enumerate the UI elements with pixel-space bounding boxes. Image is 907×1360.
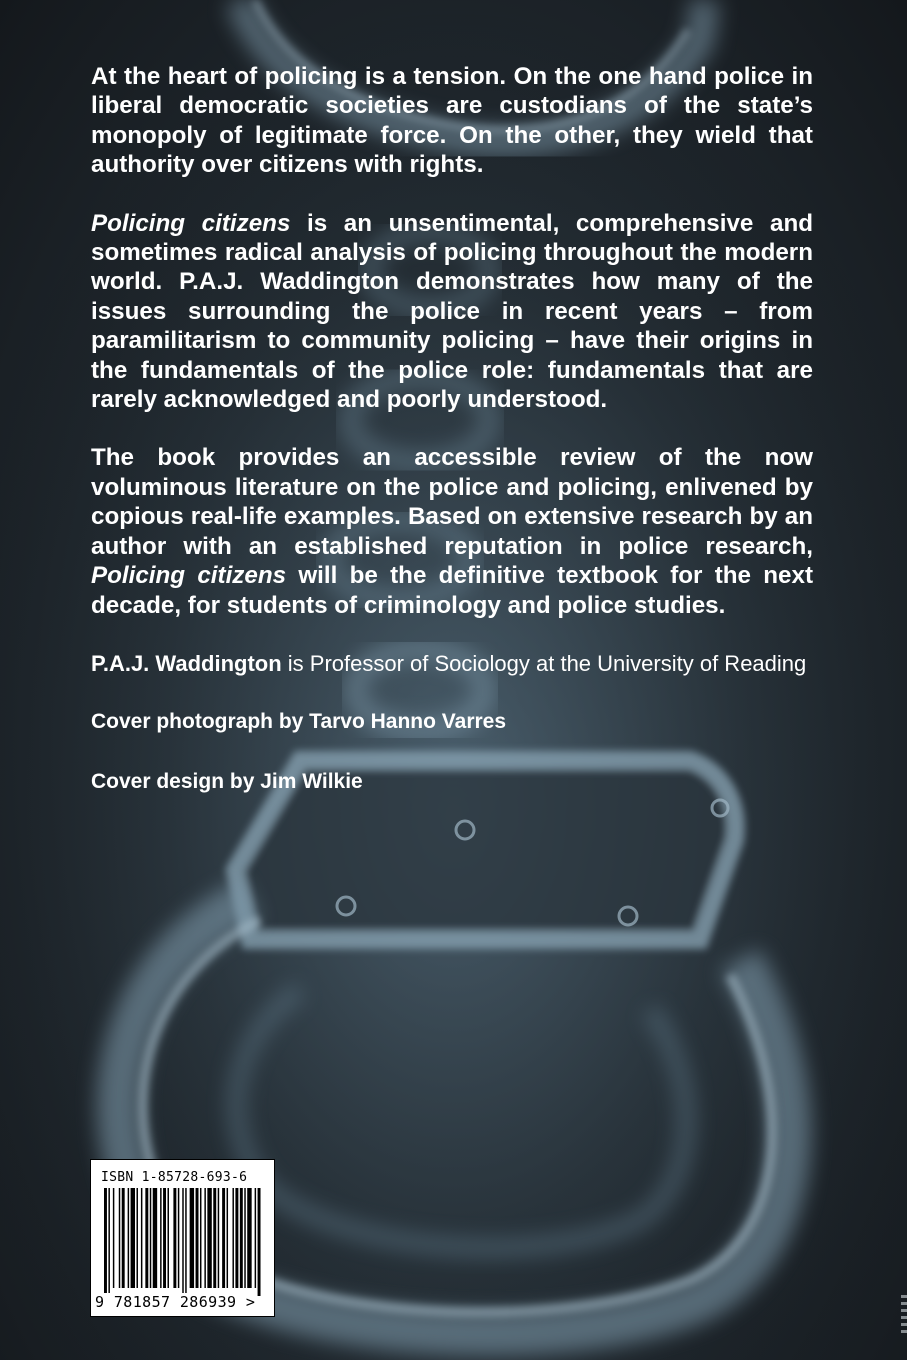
barcode-bar (204, 1188, 205, 1288)
barcode-bar (182, 1188, 183, 1296)
design-credit: Cover design by Jim Wilkie (91, 769, 363, 793)
barcode-bar (218, 1188, 219, 1288)
barcode-bar (200, 1188, 201, 1288)
barcode-bar (185, 1188, 186, 1296)
blurb-paragraph-2-text: is an unsentimental, comprehensive and sometimes radical analysis of policing throughout the modern world. P.A.J. Waddington demonstrates how many of the issues surrounding the police in recent years – from paramilitarism to community policing – have their origins in the fundamentals of the police role: fundamentals that are rarely acknowledged and poorly understood. (91, 209, 813, 414)
barcode-bar (258, 1188, 261, 1296)
barcode-bar (244, 1188, 245, 1288)
barcode-bar (153, 1188, 157, 1288)
barcode-bar (122, 1188, 125, 1288)
barcode-bar (113, 1188, 114, 1288)
barcode-bar (141, 1188, 142, 1288)
barcode-bar (145, 1188, 148, 1288)
isbn-label: ISBN 1-85728-693-6 (101, 1170, 248, 1185)
book-title-italic: Policing citizens (91, 562, 287, 590)
blurb-paragraph-2 (91, 209, 813, 415)
blurb-paragraph-3-end: will be the definitive textbook for the next decade, for students of criminology and police studies. (91, 562, 813, 619)
blurb-paragraph-1: At the heart of policing is a tension. On the one hand police in liberal democratic societies are custodians of the state’s monopoly of legitimate force. On the other, they wield that authority over citizens with rights. (91, 63, 813, 179)
barcode-bar (178, 1188, 179, 1288)
barcode-bar (232, 1188, 233, 1288)
barcode-bar (119, 1188, 120, 1288)
blurb-text (91, 62, 813, 827)
barcode-bar (104, 1188, 107, 1296)
barcode-bar (163, 1188, 166, 1288)
ean-digits: 9 781857 286939 > (95, 1293, 256, 1311)
barcode-bar (168, 1188, 169, 1288)
barcode-bar (190, 1188, 194, 1288)
barcode-bar (227, 1188, 228, 1288)
barcode-bar (213, 1188, 216, 1288)
isbn-barcode (90, 1159, 275, 1317)
author-bio-text: is Professor of Sociology at the University of Reading (281, 650, 807, 676)
barcode-bar (150, 1188, 151, 1288)
book-title-italic: Policing citizens (91, 209, 291, 237)
barcode-bar (207, 1188, 211, 1288)
barcode-bar (160, 1188, 161, 1288)
barcode-bar (128, 1188, 129, 1288)
barcode-bar (222, 1188, 225, 1288)
barcode-bar (173, 1188, 176, 1288)
barcode-bar (240, 1188, 243, 1288)
barcode-bar (235, 1188, 238, 1288)
author-bio (91, 649, 813, 678)
barcode-bar (255, 1188, 256, 1288)
barcode-bars (104, 1188, 262, 1296)
spine-edge-marks (901, 1295, 907, 1335)
blurb-paragraph-3-start: The book provides an accessible review of the now voluminous literature on the police and policing, enlivened by copious real-life examples. Based on extensive research by an author with an established reputation in police research, (91, 444, 813, 560)
photo-credit: Cover photograph by Tarvo Hanno Varres (91, 709, 507, 733)
barcode-bar (131, 1188, 135, 1288)
barcode-bar (108, 1188, 109, 1296)
author-name: P.A.J. Waddington (91, 650, 282, 676)
barcode-bar (247, 1188, 251, 1288)
barcode-bar (136, 1188, 137, 1288)
barcode-bar (196, 1188, 199, 1288)
blurb-paragraph-3 (91, 443, 813, 619)
